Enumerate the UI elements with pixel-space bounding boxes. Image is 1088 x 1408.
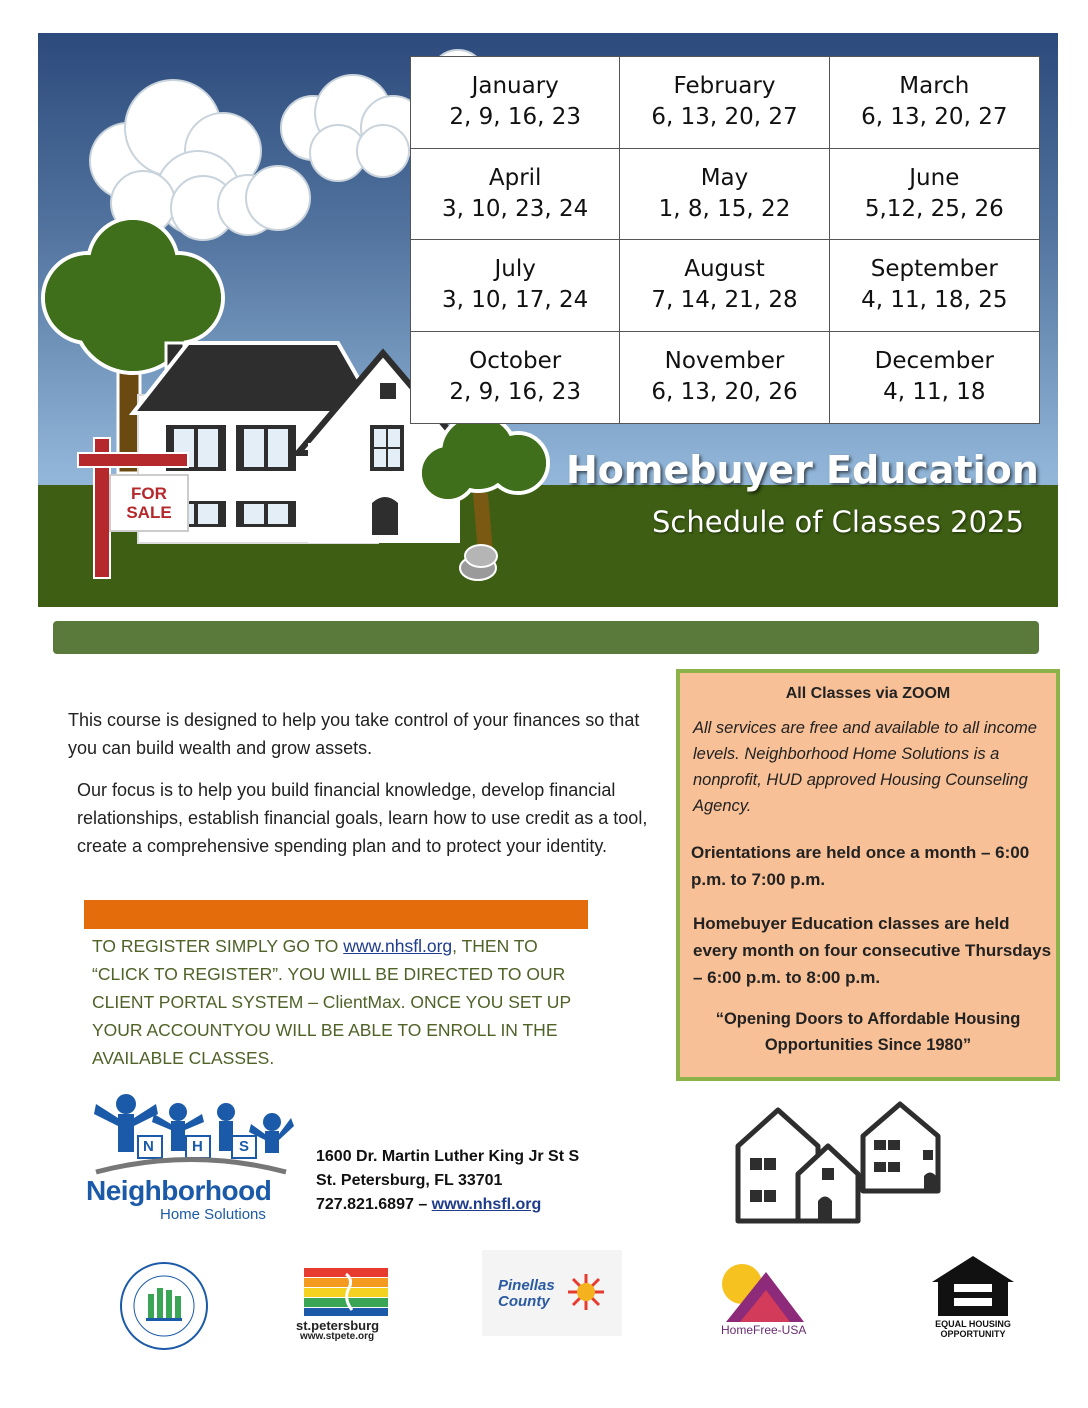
info-services-text: All services are free and available to all income levels. Neighborhood Home Solutions is a nonprofit, HUD approved Housing Counseling Agency.: [693, 719, 1037, 815]
phone-number: 727.821.6897 –: [316, 1196, 432, 1213]
class-dates: 7, 14, 21, 28: [651, 287, 798, 314]
info-classes-schedule: Homebuyer Education classes are held every month on four consecutive Thursdays – 6:00 p.m. to 8:00 p.m.: [693, 914, 1052, 987]
st-petersburg-name: st.petersburg: [296, 1318, 380, 1333]
info-box: [676, 669, 1060, 1081]
register-header-bar: [84, 900, 588, 929]
calendar-cell-november: [620, 332, 829, 424]
st-petersburg-logo: [304, 1268, 388, 1316]
month-name: November: [664, 348, 785, 375]
calendar-cell-march: [830, 57, 1039, 149]
homefree-usa-logo: [720, 1262, 806, 1322]
sign-text-for: FOR: [131, 484, 167, 503]
class-calendar: [410, 56, 1040, 424]
calendar-cell-august: [620, 240, 829, 332]
class-dates: 6, 13, 20, 27: [861, 104, 1008, 131]
class-dates: 2, 9, 16, 23: [449, 379, 581, 406]
class-dates: 1, 8, 15, 22: [658, 195, 791, 222]
month-name: August: [684, 256, 765, 283]
calendar-cell-october: [411, 332, 620, 424]
month-name: February: [673, 73, 776, 100]
intro-paragraph-1: This course is designed to help you take control of your finances so that you can build wealth and grow assets.: [68, 710, 640, 758]
equal-housing-icon: [930, 1254, 1016, 1318]
month-name: July: [494, 256, 536, 283]
register-instructions: [92, 932, 582, 1072]
sun-icon: [566, 1272, 606, 1312]
pinellas-county-name: Pinellas County: [498, 1277, 555, 1310]
month-name: September: [870, 256, 998, 283]
website-link[interactable]: www.nhsfl.org: [431, 1196, 542, 1213]
class-dates: 2, 9, 16, 23: [449, 104, 581, 131]
equal-housing-text: EQUAL HOUSING OPPORTUNITY: [935, 1319, 1011, 1339]
nhs-logo-name: Neighborhood: [86, 1175, 272, 1206]
hud-seal-logo: [118, 1260, 210, 1352]
calendar-cell-june: [830, 149, 1039, 241]
nhs-letter-h: H: [192, 1138, 203, 1155]
divider-bar: [53, 621, 1039, 654]
info-orientations: Orientations are held once a month – 6:00 p.m. to 7:00 p.m.: [691, 843, 1030, 889]
contact-address: [316, 1145, 579, 1217]
month-name: May: [700, 164, 749, 191]
class-dates: 4, 11, 18, 25: [861, 287, 1008, 314]
class-dates: 3, 10, 23, 24: [442, 195, 589, 222]
houses-icon: [728, 1096, 963, 1228]
nhs-logo-figures: [86, 1092, 296, 1182]
calendar-cell-january: [411, 57, 620, 149]
register-link[interactable]: www.nhsfl.org: [343, 936, 453, 956]
nhs-letter-s: S: [239, 1138, 250, 1155]
calendar-cell-july: [411, 240, 620, 332]
register-text-before: TO REGISTER SIMPLY GO TO: [92, 936, 344, 956]
class-dates: 6, 13, 20, 26: [651, 379, 798, 406]
phone-line: [316, 1193, 579, 1217]
calendar-cell-may: [620, 149, 829, 241]
info-heading: All Classes via ZOOM: [785, 685, 951, 702]
address-line-1: 1600 Dr. Martin Luther King Jr St S: [316, 1148, 580, 1165]
nhs-letter-n: N: [143, 1138, 154, 1155]
intro-paragraph-2: Our focus is to help you build financial knowledge, develop financial relationships, establish financial goals, learn how to use credit as a tool, create a comprehensive spending plan and to protect your identity.: [77, 780, 648, 856]
month-name: October: [469, 348, 562, 375]
month-name: January: [471, 73, 559, 100]
sign-text-sale: SALE: [126, 503, 172, 522]
st-petersburg-url: www.stpete.org: [300, 1331, 375, 1342]
month-name: June: [909, 164, 960, 191]
month-name: March: [899, 73, 970, 100]
class-dates: 5,12, 25, 26: [864, 195, 1004, 222]
page-title: Homebuyer Education: [566, 448, 1039, 492]
homefree-usa-name: HomeFree-USA: [721, 1323, 807, 1337]
calendar-cell-september: [830, 240, 1039, 332]
month-name: April: [488, 164, 542, 191]
calendar-cell-april: [411, 149, 620, 241]
address-line-2: St. Petersburg, FL 33701: [316, 1172, 503, 1189]
page-subtitle: Schedule of Classes 2025: [652, 505, 1024, 539]
nhs-logo-subtitle: Home Solutions: [160, 1206, 266, 1223]
register-text-after: , THEN TO “CLICK TO REGISTER”. YOU WILL BE DIRECTED TO OUR CLIENT PORTAL SYSTEM – ClientMax. ONCE YOU SET UP YOUR ACCOUNTYOU WILL BE ABLE TO ENROLL IN THE AVAILABLE CLASSES.: [92, 936, 571, 1068]
class-dates: 6, 13, 20, 27: [651, 104, 798, 131]
info-quote: “Opening Doors to Affordable Housing Opportunities Since 1980”: [715, 1010, 1021, 1054]
calendar-cell-december: [830, 332, 1039, 424]
class-dates: 3, 10, 17, 24: [442, 287, 589, 314]
calendar-cell-february: [620, 57, 829, 149]
class-dates: 4, 11, 18: [883, 379, 986, 406]
month-name: December: [874, 348, 994, 375]
